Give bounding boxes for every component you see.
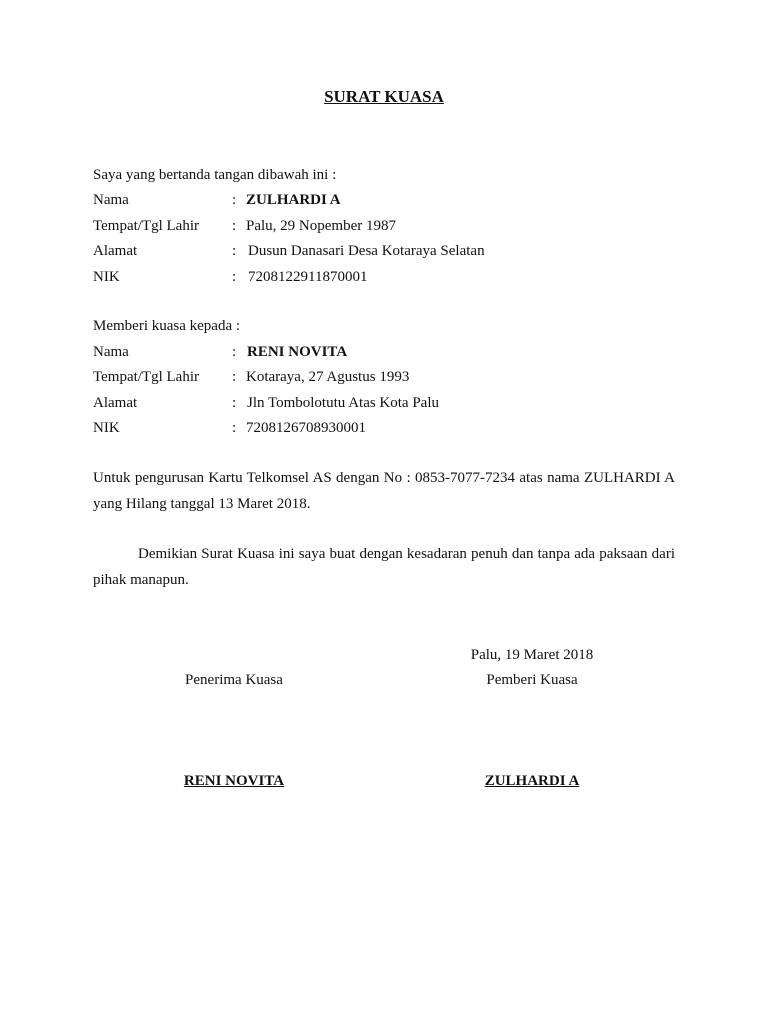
grantor-birth-label: Tempat/Tgl Lahir	[93, 218, 199, 234]
recipient-birth-label: Tempat/Tgl Lahir	[93, 369, 199, 385]
grantor-address-label: Alamat	[93, 243, 138, 259]
recipient-intro-text: Memberi kuasa kepada :	[93, 318, 241, 334]
recipient-nik-value: 7208126708930001	[246, 420, 366, 436]
recipient-nik-colon: :	[232, 420, 237, 436]
giver-signature-name: ZULHARDI A	[484, 773, 580, 789]
grantor-nik-label: NIK	[93, 269, 120, 285]
receiver-signature-name: RENI NOVITA	[183, 773, 285, 789]
document-title: SURAT KUASA	[324, 87, 444, 106]
place-date: Palu, 19 Maret 2018	[470, 647, 594, 663]
recipient-nik-label: NIK	[93, 420, 120, 436]
giver-label: Pemberi Kuasa	[486, 672, 578, 688]
recipient-address-value: Jln Tombolotutu Atas Kota Palu	[247, 395, 440, 411]
grantor-name-value: ZULHARDI A	[246, 192, 341, 208]
receiver-label: Penerima Kuasa	[185, 672, 283, 688]
recipient-birth-colon: :	[232, 369, 237, 385]
grantor-nik-colon: :	[232, 269, 237, 285]
purpose-paragraph: Untuk pengurusan Kartu Telkomsel AS dengan No : 0853-7077-7234 atas nama ZULHARDI A yang Hilang tanggal 13 Maret 2018.	[93, 470, 675, 512]
recipient-birth-value: Kotaraya, 27 Agustus 1993	[246, 369, 410, 385]
recipient-name-value: RENI NOVITA	[247, 344, 348, 360]
closing-paragraph: Demikian Surat Kuasa ini saya buat dengan kesadaran penuh dan tanpa ada paksaan dari pihak manapun.	[93, 546, 675, 588]
grantor-birth-colon: :	[232, 218, 237, 234]
recipient-name-colon: :	[232, 344, 237, 360]
grantor-address-value: Dusun Danasari Desa Kotaraya Selatan	[248, 243, 485, 259]
grantor-name-label: Nama	[93, 192, 129, 208]
recipient-address-label: Alamat	[93, 395, 138, 411]
grantor-address-colon: :	[232, 243, 237, 259]
recipient-address-colon: :	[232, 395, 237, 411]
grantor-birth-value: Palu, 29 Nopember 1987	[246, 218, 396, 234]
intro-text: Saya yang bertanda tangan dibawah ini :	[93, 167, 337, 183]
recipient-name-label: Nama	[93, 344, 129, 360]
grantor-name-colon: :	[232, 192, 237, 208]
grantor-nik-value: 7208122911870001	[248, 269, 368, 285]
